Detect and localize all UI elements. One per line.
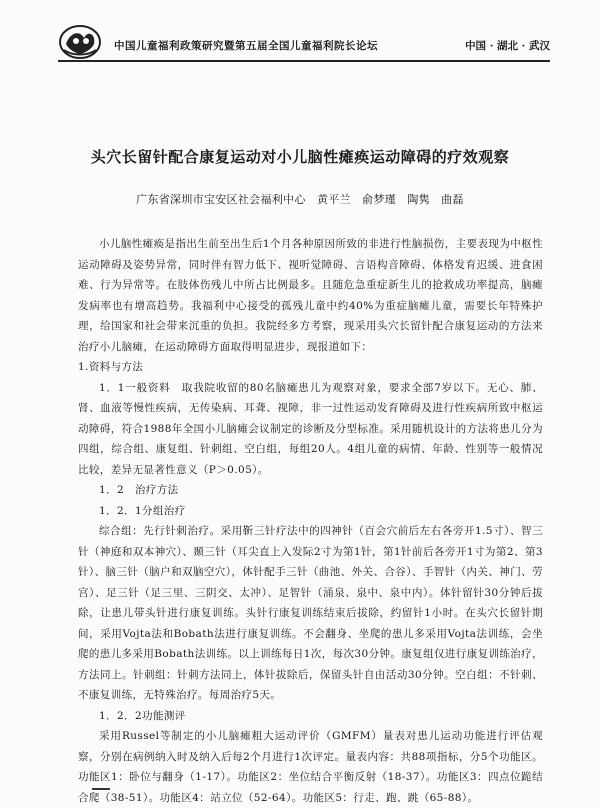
- section-heading-1-2: 1．2 治疗方法: [99, 484, 179, 496]
- article-body: [78, 234, 543, 808]
- conference-logo-icon: [58, 24, 102, 60]
- section-heading-1-2-1: 1．2．1分组治疗: [99, 504, 186, 517]
- running-title: 中国儿童福利政策研究暨第五届全国儿童福利院长论坛: [114, 40, 378, 52]
- section-heading-1: 1.资料与方法: [78, 361, 144, 373]
- footer-mark: [92, 788, 110, 790]
- general-data-paragraph: 1．1一般资料 取我院收留的80名脑瘫患儿为观察对象，要求全部7岁以下。无心、肺、肾、血液等慢性疾病，无传染病、耳聋、视障，非一过性运动发育障碍及进行性疾病所致中枢运动障碍，符合1988年全国小儿脑瘫会议制定的诊断及分型标准。采用随机设计的方法将患儿分为四组，综合组、康复组、针刺组、空白组，每组20人。4组儿童的病情、年龄、性别等一般情况比较，差异无显著性意义（P＞0.05）。: [78, 381, 543, 476]
- header-rule: [58, 60, 550, 62]
- page-header: [58, 24, 550, 64]
- intro-paragraph: 小儿脑性瘫痪是指出生前至出生后1个月各种原因所致的非进行性脑损伤，主要表现为中枢性运动障碍及姿势异常，同时伴有智力低下、视听觉障碍、言语构音障碍、体格发育迟缓、进食困难、行为异常等。在肢体伤残儿中所占比例最多。且随危急重症新生儿的抢救成功率提高，脑瘫发病率也有增高趋势。我福利中心接受的孤残儿童中约40%为重症脑瘫儿童，需要长年特殊护理，给国家和社会带来沉重的负担。我院经多方考察，现采用头穴长留针配合康复运动的方法来治疗小儿脑瘫，在运动障碍方面取得明显进步，现报道如下：: [78, 238, 543, 353]
- author-affiliation: 广东省深圳市宝安区社会福利中心 黄平兰 俞梦瑾 陶隽 曲磊: [136, 193, 464, 206]
- section-heading-1-2-2: 1．2．2功能测评: [99, 709, 186, 722]
- group-treatment-paragraph: 综合组：先行针刺治疗。采用靳三针疗法中的四神针（百会穴前后左右各旁开1.5寸）、智三针（神庭和双本神穴）、颞三针（耳尖直上入发际2寸为第1针，第1针前后各旁开1寸为第2、第3针）、脑三针（脑户和双脑空穴），体针配手三针（曲池、外关、合谷）、手智针（内关、神门、劳宫）、足三针（足三里、三阴交、太冲）、足智针（涌泉、泉中、泉中内）。体针留针30分钟后拔除，让患儿带头针进行康复训练。头针行康复训练结束后拔除，约留针1小时。在头穴长留针期间，采用Vojta法和Bobath法进行康复训练。不会翻身、坐爬的患儿多采用Vojta法训练，会坐爬的患儿多采用Bobath法训练。以上训练每日1次，每次30分钟。康复组仅进行康复训练治疗，方法同上。针刺组：针刺方法同上，体针拔除后，保留头针自由活动30分钟。空白组：不针刺、不康复训练，无特殊治疗。每周治疗5天。: [78, 525, 543, 701]
- running-location: 中国 · 湖北 · 武汉: [465, 40, 550, 52]
- assessment-paragraph: 采用Russel等制定的小儿脑瘫粗大运动评价（GMFM）量表对患儿运动功能进行评估观察，分别在病例纳入时及纳入后每2个月进行1次评定。量表内容：共88项指标，分5个功能区。功能区1：卧位与翻身（1-17）。功能区2：坐位结合平衡反射（18-37）。功能区3：四点位跪结合爬（38-51）。功能区4：站立位（52-64）。功能区5：行走、跑、跳（65-88）。: [78, 730, 543, 804]
- article-title: 头穴长留针配合康复运动对小儿脑性瘫痪运动障碍的疗效观察: [90, 148, 510, 166]
